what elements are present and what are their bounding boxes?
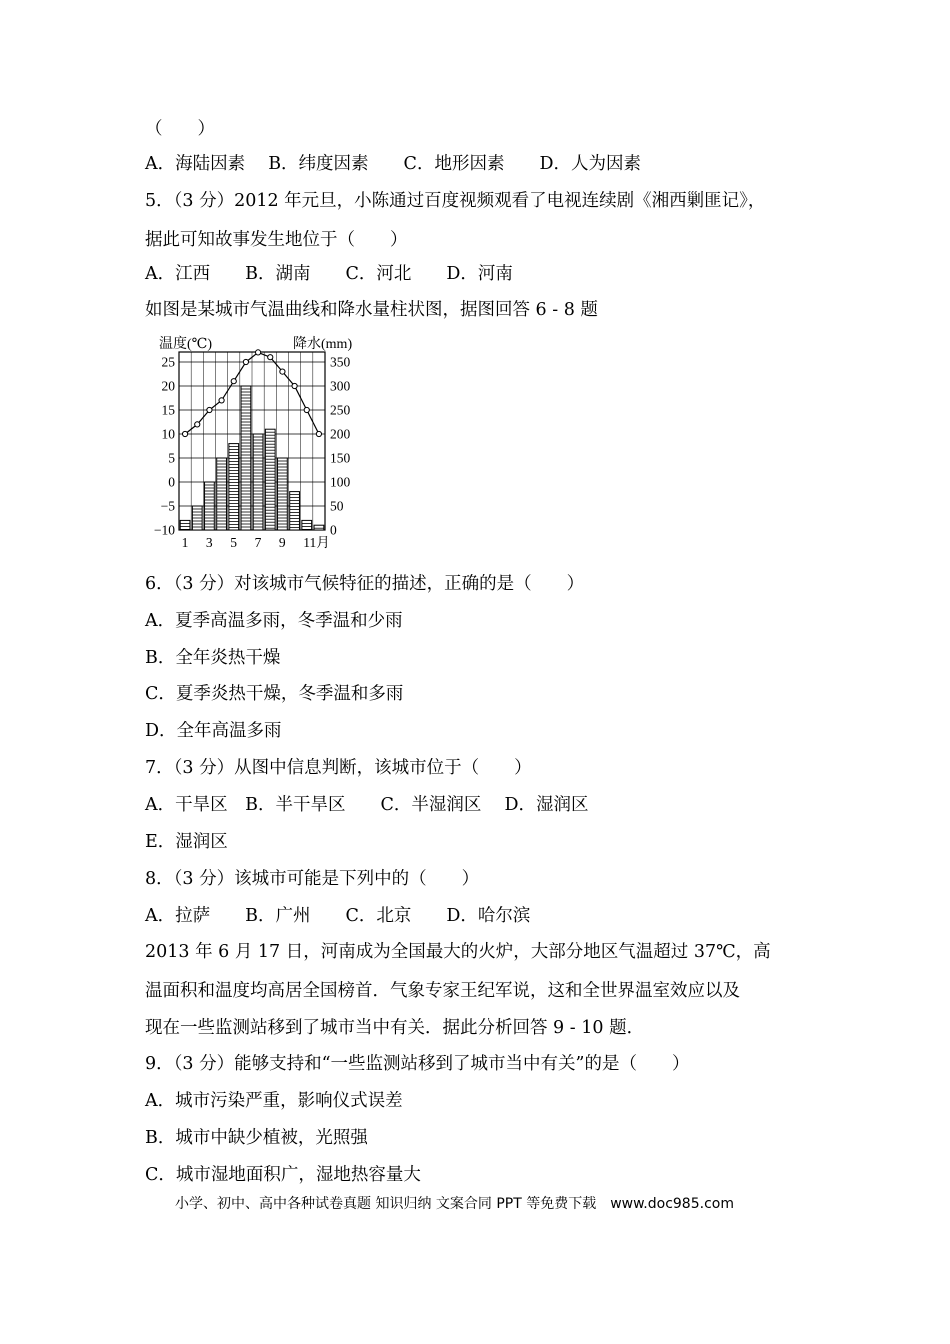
temperature-point — [292, 383, 297, 388]
q6-option-b: B．全年炎热干燥 — [145, 648, 281, 668]
q9-option-a: A．城市污染严重，影响仪式误差 — [145, 1091, 403, 1111]
y-right-tick-label: 150 — [330, 450, 351, 466]
passage-line2: 温面积和温度均高居全国榜首．气象专家王纪军说，这和全世界温室效应以及 — [145, 981, 740, 1001]
q5-stem-line1: 5．（3 分）2012 年元旦，小陈通过百度视频观看了电视连续剧《湘西剿匪记》， — [145, 191, 766, 211]
passage-line3: 现在一些监测站移到了城市当中有关．据此分析回答 9 - 10 题． — [145, 1018, 645, 1038]
q7-options: A．干旱区 B．半干旱区 C．半湿润区 D．湿润区 — [145, 795, 589, 815]
y-left-tick-label: 10 — [161, 426, 175, 442]
y-left-tick-label: 5 — [168, 450, 175, 466]
temperature-point — [231, 379, 236, 384]
q7-stem: 7．（3 分）从图中信息判断，该城市位于（ ） — [145, 758, 532, 778]
precipitation-bar — [217, 458, 227, 530]
precipitation-bar — [314, 525, 324, 530]
y-right-tick-label: 300 — [330, 378, 351, 394]
temperature-point — [280, 369, 285, 374]
temperature-point — [255, 350, 260, 355]
q6-option-c: C．夏季炎热干燥，冬季温和多雨 — [145, 684, 404, 704]
precipitation-bar — [278, 458, 288, 530]
x-tick-label: 9 — [278, 535, 286, 550]
climate-chart — [145, 330, 370, 558]
precipitation-bar — [265, 429, 275, 530]
q8-stem: 8．（3 分）该城市可能是下列中的（ ） — [145, 869, 480, 889]
q7-option-e: E．湿润区 — [145, 832, 228, 852]
precipitation-bar — [290, 492, 300, 530]
precipitation-bar — [302, 520, 312, 530]
y-right-tick-label: 350 — [330, 354, 351, 370]
y-right-tick-label: 250 — [330, 402, 351, 418]
y-left-tick-label: 25 — [161, 354, 175, 370]
precipitation-bar — [192, 506, 202, 530]
precipitation-bar — [180, 520, 190, 530]
y-left-tick-label: −5 — [160, 498, 175, 514]
y-left-tick-label: 20 — [161, 378, 175, 394]
temperature-point — [268, 355, 273, 360]
temperature-point — [304, 407, 309, 412]
y-left-axis-label: 温度(℃) — [159, 337, 212, 352]
x-tick-label: 7 — [254, 535, 262, 550]
q9-option-c: C．城市湿地面积广，湿地热容量大 — [145, 1165, 421, 1185]
y-right-tick-label: 200 — [330, 426, 351, 442]
x-tick-label: 11月 — [303, 535, 330, 550]
q6-option-d: D．全年高温多雨 — [145, 721, 282, 741]
q6-stem: 6．（3 分）对该城市气候特征的描述，正确的是（ ） — [145, 574, 585, 594]
passage-line1: 2013 年 6 月 17 日，河南成为全国最大的火炉，大部分地区气温超过 37℃，高 — [145, 942, 771, 962]
q5-options: A．江西 B．湖南 C．河北 D．河南 — [145, 264, 513, 284]
temperature-point — [243, 359, 248, 364]
y-left-tick-label: 15 — [161, 402, 175, 418]
precipitation-bar — [241, 386, 251, 530]
q8-options: A．拉萨 B．广州 C．北京 D．哈尔滨 — [145, 906, 531, 926]
q4-options: A．海陆因素 B．纬度因素 C．地形因素 D．人为因素 — [145, 154, 641, 174]
y-right-tick-label: 100 — [330, 474, 351, 490]
q9-option-b: B．城市中缺少植被，光照强 — [145, 1128, 368, 1148]
x-tick-label: 1 — [181, 535, 189, 550]
q6-8-intro: 如图是某城市气温曲线和降水量柱状图，据图回答 6 - 8 题 — [145, 300, 598, 320]
temperature-point — [182, 431, 187, 436]
precipitation-bar — [205, 482, 215, 530]
q9-stem: 9．（3 分）能够支持和“一些监测站移到了城市当中有关”的是（ ） — [145, 1054, 690, 1074]
y-right-tick-label: 0 — [330, 522, 337, 538]
temperature-point — [219, 398, 224, 403]
y-right-axis-label: 降水(mm) — [293, 337, 353, 352]
q6-option-a: A．夏季高温多雨，冬季温和少雨 — [145, 611, 403, 631]
q4-answer-paren: （ ） — [145, 119, 215, 139]
q5-stem-line2: 据此可知故事发生地位于（ ） — [145, 230, 408, 250]
temperature-point — [195, 422, 200, 427]
temperature-point — [207, 407, 212, 412]
footer-note: 小学、初中、高中各种试卷真题 知识归纳 文案合同 PPT 等免费下载 www.doc985.com — [175, 1196, 734, 1212]
y-right-tick-label: 50 — [330, 498, 344, 514]
y-left-tick-label: −10 — [153, 522, 175, 538]
x-tick-label: 3 — [205, 535, 213, 550]
temperature-point — [316, 431, 321, 436]
precipitation-bar — [229, 444, 239, 530]
x-tick-label: 5 — [230, 535, 237, 550]
y-left-tick-label: 0 — [168, 474, 175, 490]
precipitation-bar — [253, 434, 263, 530]
